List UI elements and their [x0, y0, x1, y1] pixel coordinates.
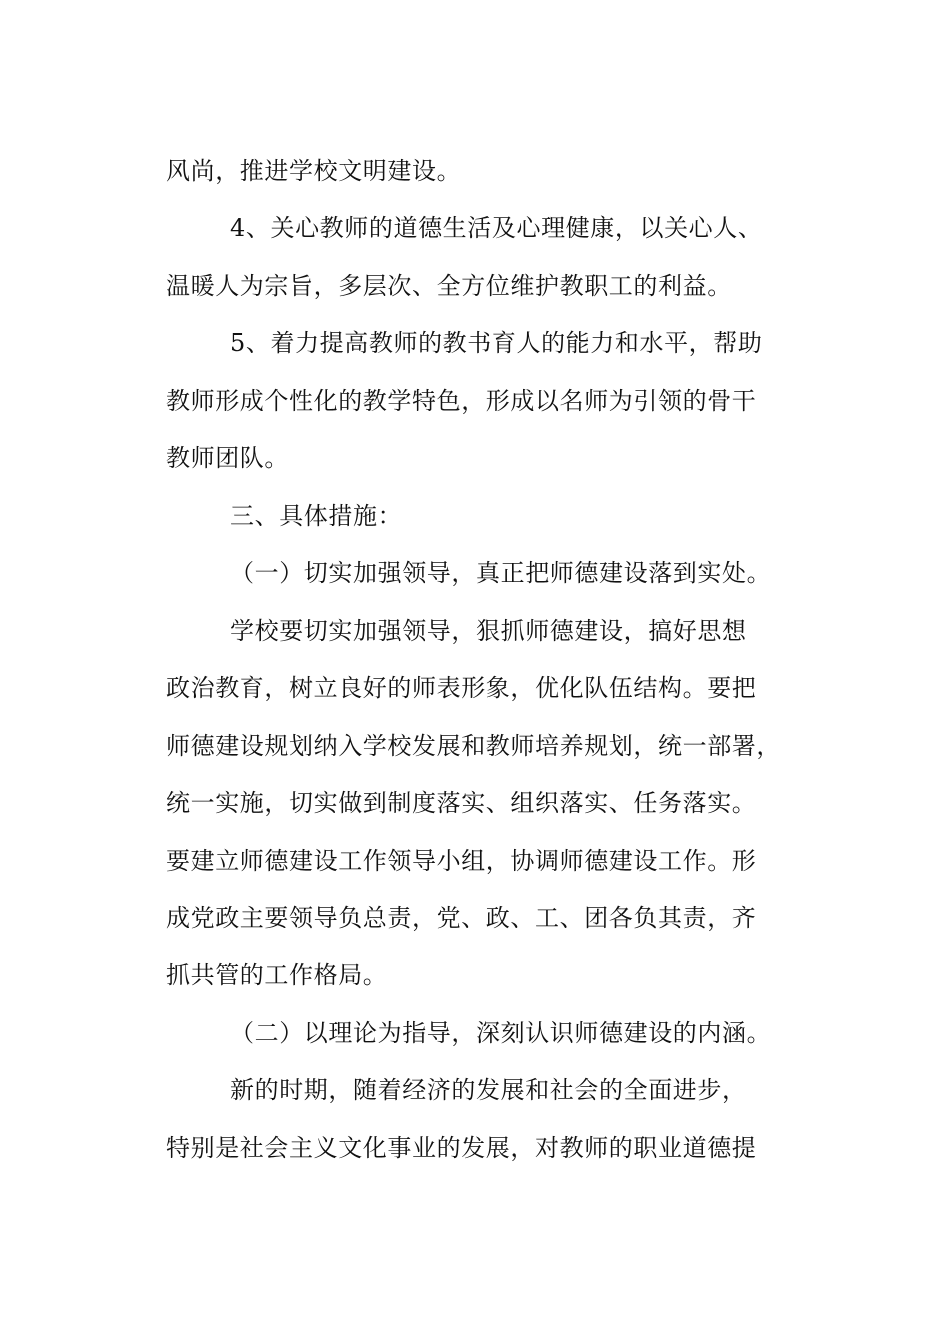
text-line: 温暖人为宗旨，多层次、全方位维护教职工的利益。 [166, 272, 732, 300]
text-line: 教师团队。 [166, 444, 289, 472]
section-heading: 三、具体措施： [230, 502, 403, 530]
text-line: 师德建设规划纳入学校发展和教师培养规划，统一部署， [166, 732, 781, 760]
text-line: 教师形成个性化的教学特色，形成以名师为引领的骨干 [166, 387, 757, 415]
text-line: 5、着力提高教师的教书育人的能力和水平，帮助 [230, 329, 763, 357]
subsection-heading: （一）切实加强领导，真正把师德建设落到实处。 [230, 559, 772, 587]
text-line: 抓共管的工作格局。 [166, 961, 388, 989]
text-line: 新的时期，随着经济的发展和社会的全面进步， [230, 1076, 747, 1104]
text-line: 政治教育，树立良好的师表形象，优化队伍结构。要把 [166, 674, 757, 702]
text-line: 成党政主要领导负总责，党、政、工、团各负其责，齐 [166, 904, 757, 932]
text-line: 统一实施，切实做到制度落实、组织落实、任务落实。 [166, 789, 757, 817]
text-line: 要建立师德建设工作领导小组，协调师德建设工作。形 [166, 847, 757, 875]
text-line: 4、关心教师的道德生活及心理健康，以关心人、 [230, 214, 763, 242]
text-line: 学校要切实加强领导，狠抓师德建设，搞好思想 [230, 617, 747, 645]
subsection-heading: （二）以理论为指导，深刻认识师德建设的内涵。 [230, 1019, 772, 1047]
text-line: 特别是社会主义文化事业的发展，对教师的职业道德提 [166, 1134, 757, 1162]
text-line: 风尚，推进学校文明建设。 [166, 157, 462, 185]
